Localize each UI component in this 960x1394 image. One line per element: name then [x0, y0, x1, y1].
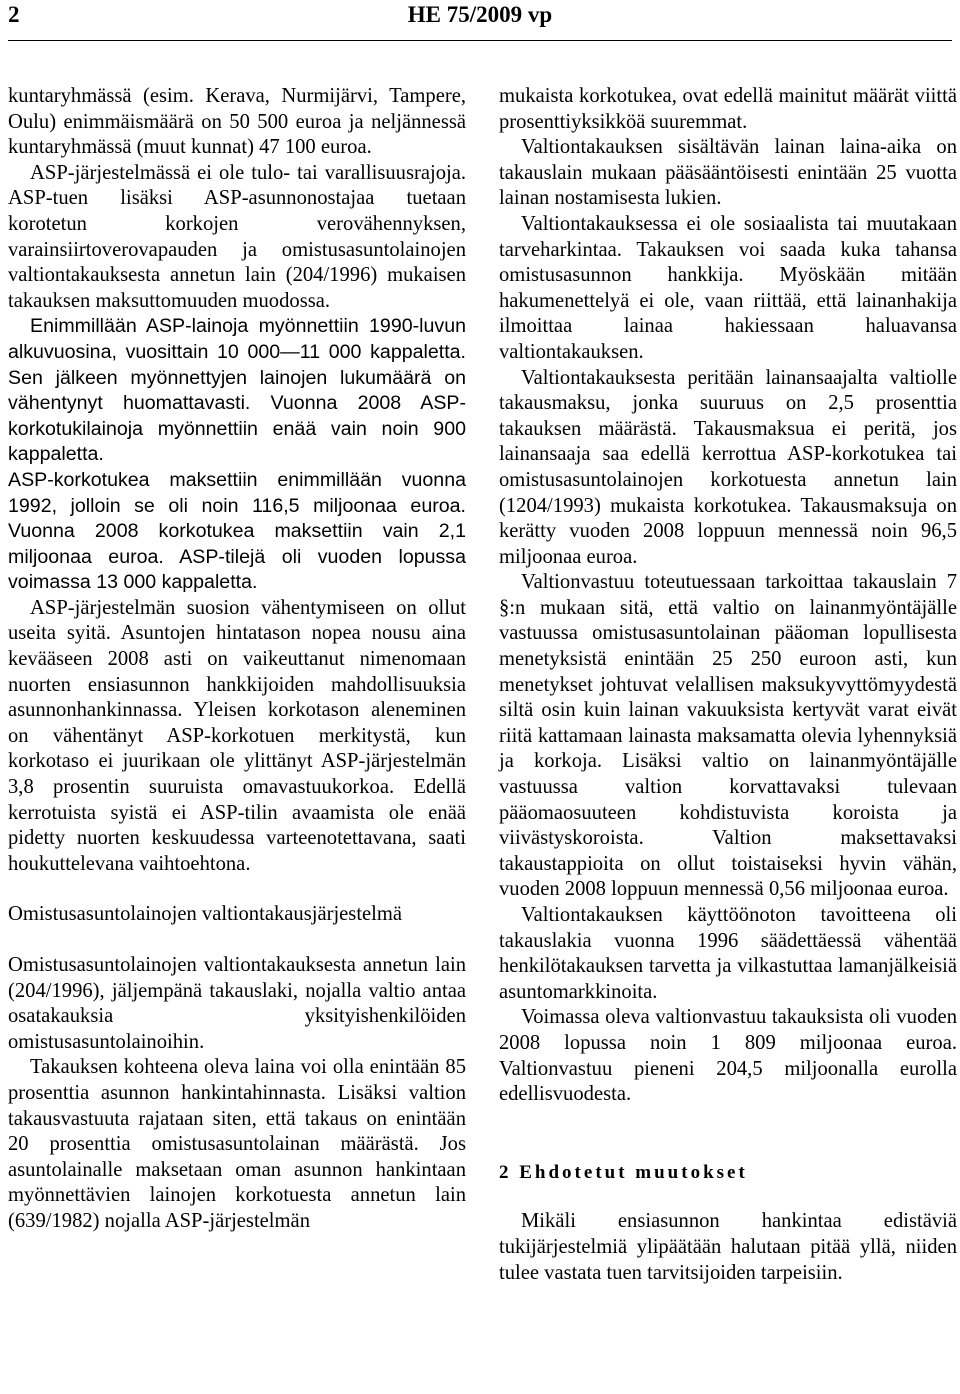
page-number: 2	[8, 2, 20, 27]
header-rule	[8, 40, 952, 41]
paragraph: Valtiontakauksessa ei ole sosiaalista tai muutakaan tarveharkintaa. Takauksen voi saada kuka tahansa omistusasunnon hankkija. Myöskään mitään hakumenettelyä ei ole, vaan riittää, että lainanhakija ilmoittaa lainaa hakiessaan haluavansa valtiontakauksen.	[499, 212, 957, 363]
page-header	[8, 0, 952, 30]
left-column	[8, 84, 466, 1235]
paragraph: Valtiontakauksen käyttöönoton tavoitteena oli takauslakia vuonna 1996 säädettäessä vähentää henkilötakauksen tarvetta ja vilkastuttaa lamanjälkeisiä asuntomarkkinoita.	[499, 904, 957, 1003]
paragraph: mukaista korkotukea, ovat edellä mainitut määrät viittä prosenttiyksikköä suuremmat.	[499, 85, 957, 133]
paragraph: Omistusasuntolainojen valtiontakauksesta annetun lain (204/1996), jäljempänä takauslaki, nojalla valtio antaa osatakauksia yksityishenkilöiden omistusasuntolainoihin.	[8, 954, 466, 1053]
paragraph: ASP-järjestelmän suosion vähentymiseen on ollut useita syitä. Asuntojen hintatason nopea nousu aina kevääseen 2008 asti on vaikeuttanut nimenomaan nuorten ensiasunnon hankkijoiden mahdollisuuksia asunnonhankinnassa. Yleisen korkotason aleneminen on vähentänyt ASP-korkotuen merkitystä, kun korkotaso ei juurikaan ole ylittänyt ASP-järjestelmän 3,8 prosentin suuruista omavastuukorkoa. Edellä kerrotuista syistä ei ASP-tilin avaamista ole enää pidetty nuorten keskuudessa varteenotettavana, saati houkuttelevana vaihtoehtona.	[8, 596, 466, 875]
paragraph: Valtiontakauksesta peritään lainansaajalta valtiolle takausmaksu, jonka suuruus on 2,5 prosenttia takauksen määrästä. Takausmaksua ei peritä, jos lainansaaja saa edellä kerrottua ASP-korkotukea tai omistusasuntolainojen korkotuesta annetun lain (1204/1993) mukaista korkotukea. Takausmaksuja on kerätty vuoden 2008 loppuun mennessä noin 96,5 miljoonaa euroa.	[499, 366, 957, 568]
paragraph: ASP-järjestelmässä ei ole tulo- tai varallisuusrajoja. ASP-tuen lisäksi ASP-asunnonostajaa tuetaan korotetun korkojen verovähennyksen, varainsiirtoverovapauden ja omistusasuntolainojen valtiontakauksesta annetun lain (204/1996) mukaisen takauksen maksuttomuuden muodossa.	[8, 161, 466, 312]
paragraph: Mikäli ensiasunnon hankintaa edistäviä tukijärjestelmiä ylipäätään halutaan pitää yllä, niiden tulee vastata tuen tarvitsijoiden tarpeisiin.	[499, 1210, 957, 1284]
paragraph: Voimassa oleva valtionvastuu takauksista oli vuoden 2008 lopussa noin 1 809 miljoonaa euroa. Valtionvastuu pieneni 204,5 miljoonalla eurolla edellisvuodesta.	[499, 1006, 957, 1106]
right-column	[499, 84, 957, 1286]
document-title: HE 75/2009 vp	[407, 2, 553, 27]
section-heading: 2 Ehdotetut muutokset	[499, 1161, 748, 1183]
paragraph: Enimmillään ASP-lainoja myönnettiin 1990-luvun alkuvuosina, vuosittain 10 000—11 000 kappaletta. Sen jälkeen myönnettyjen lainojen lukumäärä on vähentynyt huomattavasti. Vuonna 2008 ASP-korkotukilainoja myönnettiin enää vain noin 900 kappaletta.	[8, 315, 466, 466]
paragraph: kuntaryhmässä (esim. Kerava, Nurmijärvi, Tampere, Oulu) enimmäismäärä on 50 500 euroa ja neljännessä kuntaryhmässä (muut kunnat) 47 100 euroa.	[8, 85, 466, 159]
paragraph: Takauksen kohteena oleva laina voi olla enintään 85 prosenttia asunnon hankintahinnasta. Lisäksi valtion takausvastuuta rajataan siten, että takaus on enintään 20 prosenttia omistusasuntolainan määrästä. Jos asuntolainalle maksetaan oman asunnon hankintaan myönnettävien lainojen korkotuesta annetun lain (639/1982) nojalla ASP-järjestelmän	[8, 1056, 466, 1232]
paragraph: Valtionvastuu toteutuessaan tarkoittaa takauslain 7 §:n mukaan sitä, että valtio on lainanmyöntäjälle vastuussa omistusasuntolainan pääoman lopullisesta menetyksistä enintään 25 250 euroon asti, kun menetykset johtuvat velallisen maksukyvyttömyydestä siltä osin kuin lainan vakuuksista kertyvät varat eivät riitä kattamaan lainasta maksamatta olevia lyhennyksiä ja korkoja. Lisäksi valtio on lainanmyöntäjälle vastuussa valtion korvattavaksi tulevaan pääomaosuuteen kohdistuvista koroista ja viivästyskoroista. Valtion maksettavaksi takaustappioita on ollut toistaiseksi hyvin vähän, vuoden 2008 loppuun mennessä 0,56 miljoonaa euroa.	[499, 571, 957, 901]
paragraph: Valtiontakauksen sisältävän lainan laina-aika on takauslain mukaan pääsääntöisesti enintään 25 vuotta lainan nostamisesta lukien.	[499, 136, 957, 210]
paragraph: ASP-korkotukea maksettiin enimmillään vuonna 1992, jolloin se oli noin 116,5 miljoonaa euroa. Vuonna 2008 korkotukea maksettiin vain 2,1 miljoonaa euroa. ASP-tilejä oli vuoden lopussa voimassa 13 000 kappaletta.	[8, 468, 466, 594]
subsection-heading: Omistusasuntolainojen valtiontakausjärjestelmä	[8, 903, 403, 926]
